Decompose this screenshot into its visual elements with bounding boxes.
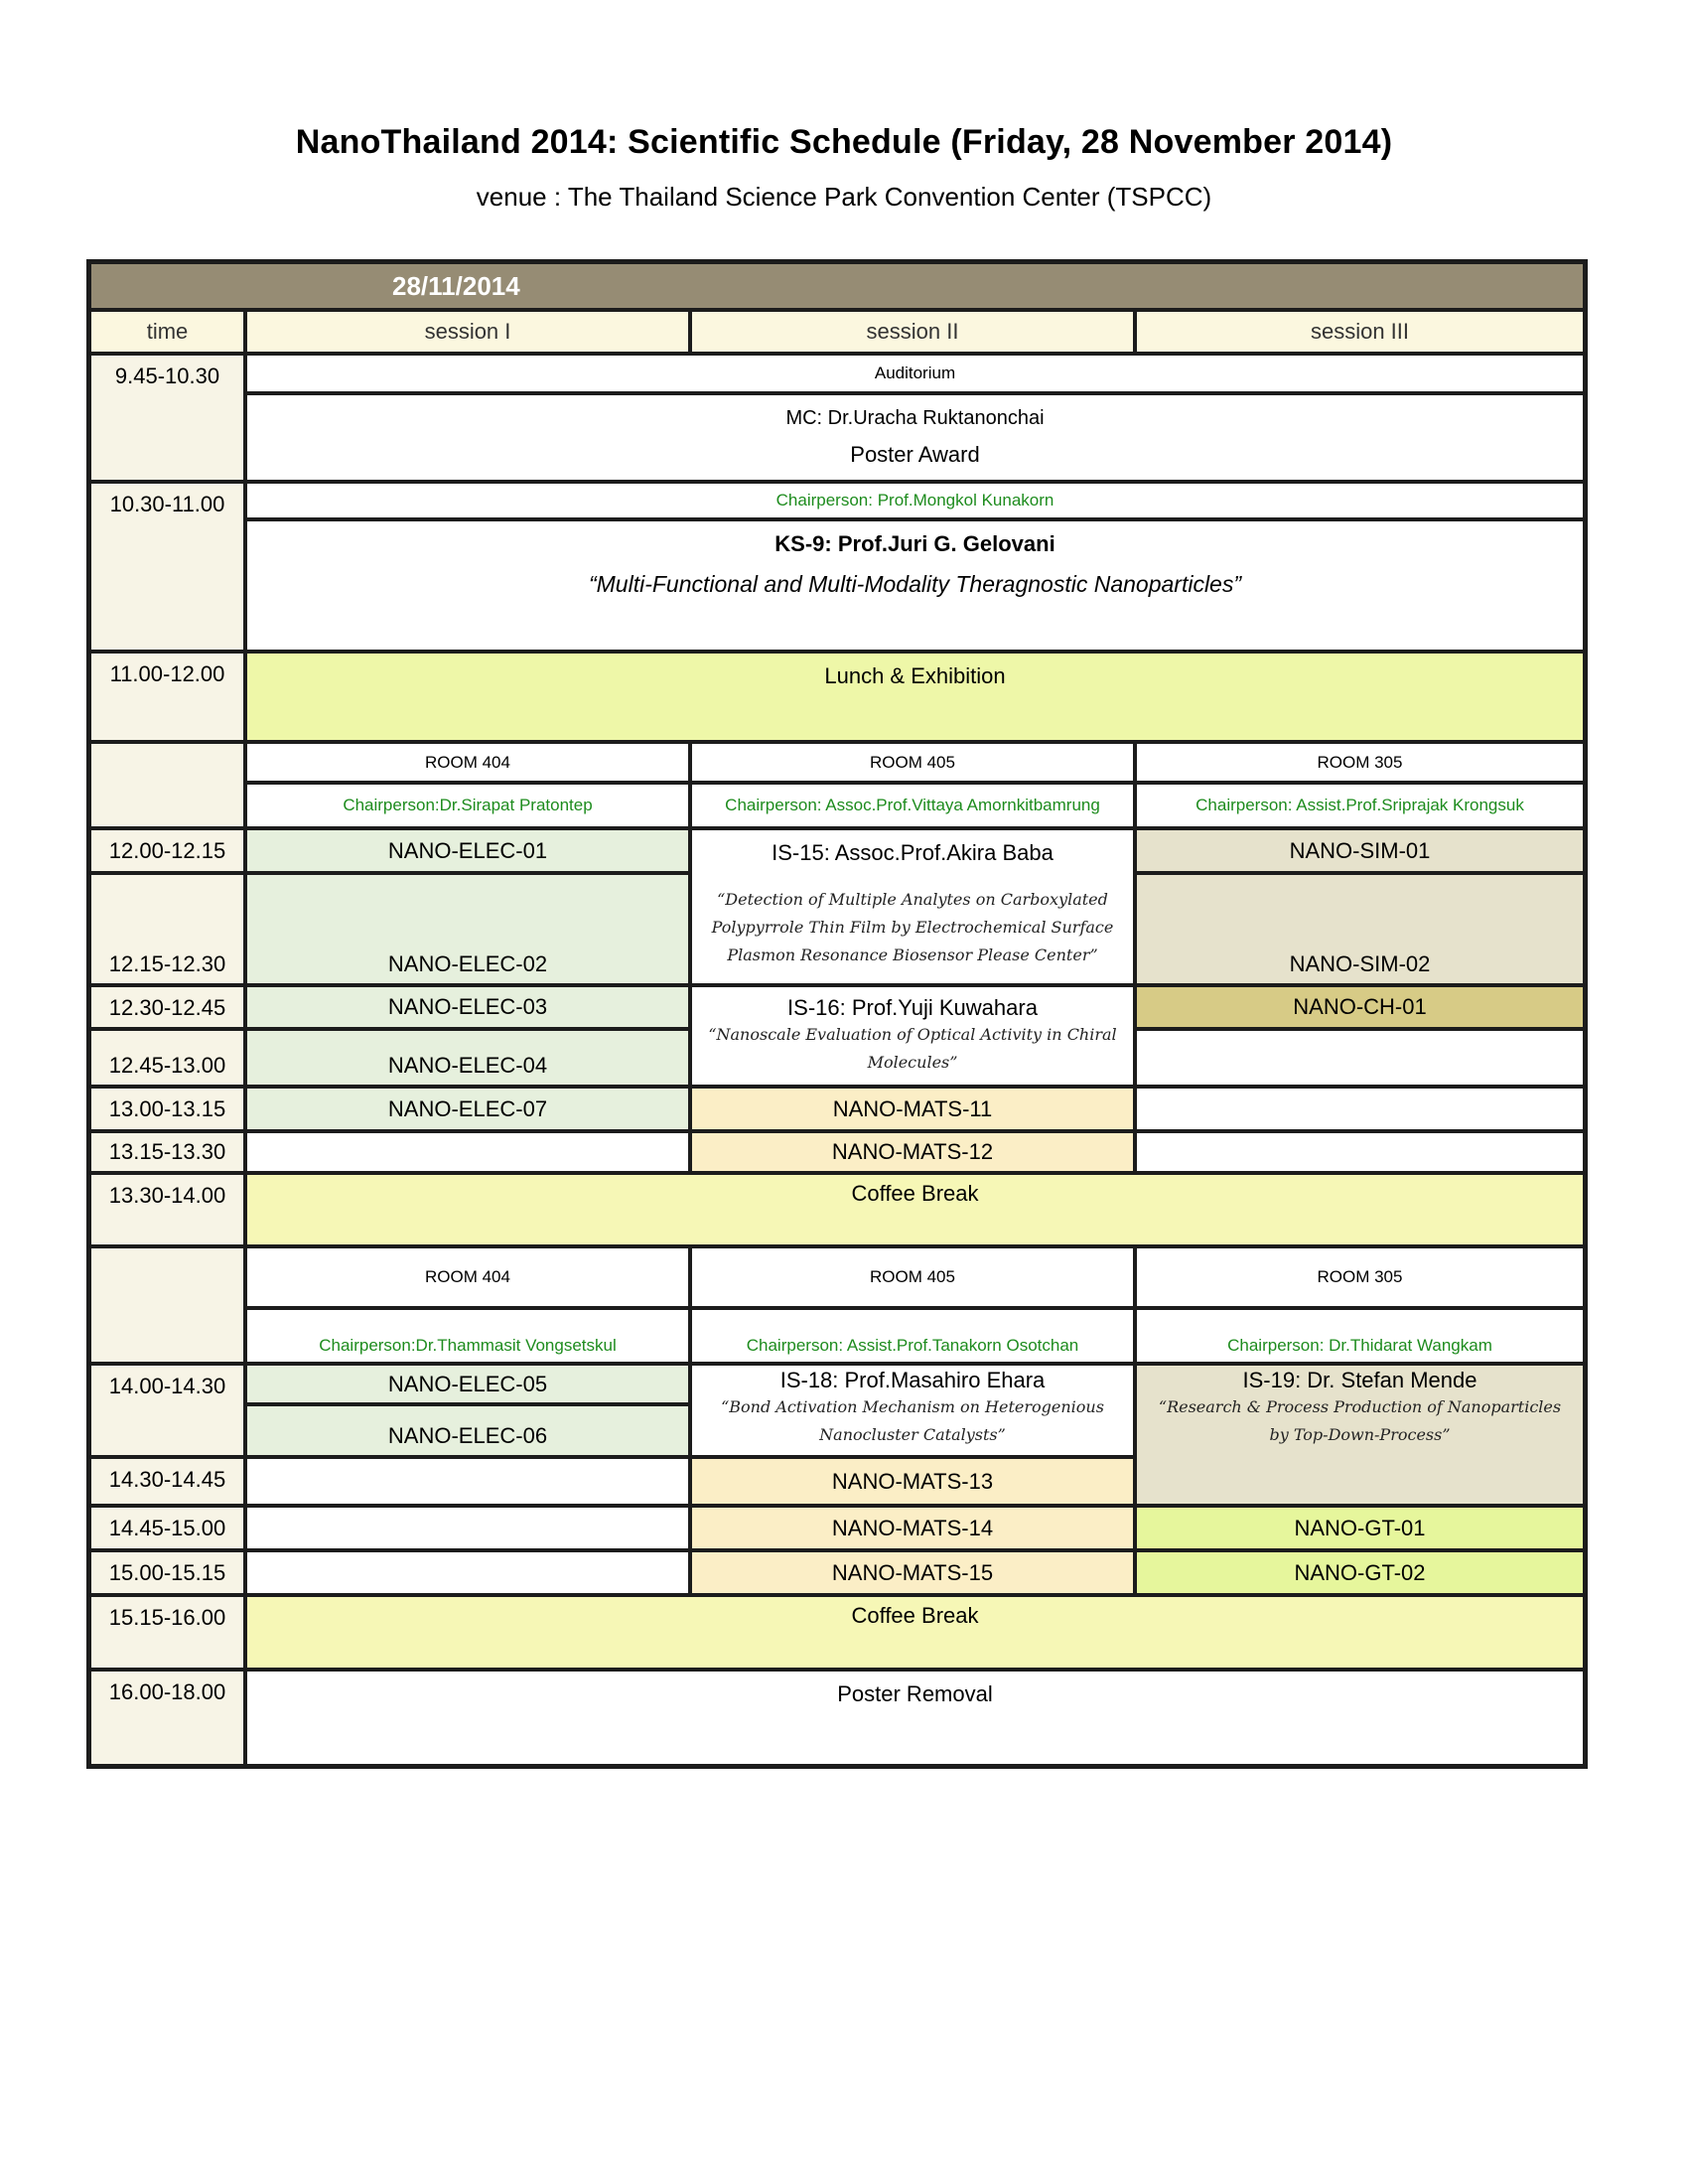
- room-label: ROOM 305: [1137, 744, 1583, 781]
- time-slot: 14.30-14.45: [91, 1459, 243, 1504]
- auditorium-label: Auditorium: [247, 356, 1583, 391]
- mc-name: MC: Dr.Uracha Ruktanonchai: [785, 407, 1045, 429]
- session-item: NANO-MATS-13: [692, 1459, 1133, 1504]
- session-item: NANO-CH-01: [1137, 987, 1583, 1027]
- time-slot: 13.15-13.30: [91, 1133, 243, 1171]
- header-session-1: session I: [247, 312, 688, 352]
- session-item: NANO-ELEC-06: [247, 1406, 688, 1455]
- schedule-table: [86, 259, 1588, 1769]
- time-slot: 13.00-13.15: [91, 1089, 243, 1129]
- poster-award: Poster Award: [850, 442, 980, 467]
- empty-cell: [247, 1133, 688, 1171]
- invited-talk-cell: [1137, 1366, 1583, 1504]
- page-title: NanoThailand 2014: Scientific Schedule (Friday, 28 November 2014): [295, 123, 1393, 161]
- talk-title: “Bond Activation Mechanism on Heterogenious Nanocluster Catalysts”: [721, 1397, 1104, 1444]
- room-label: ROOM 404: [247, 744, 688, 781]
- session-item: NANO-ELEC-02: [247, 875, 688, 983]
- invited-talk-cell: [692, 830, 1133, 983]
- empty-cell: [1137, 1031, 1583, 1085]
- empty-cell: [247, 1552, 688, 1593]
- date-header: 28/11/2014: [91, 264, 1583, 308]
- session-item: NANO-ELEC-07: [247, 1089, 688, 1129]
- room-label: ROOM 305: [1137, 1248, 1583, 1306]
- mc-poster-award-cell: [247, 395, 1583, 480]
- time-slot-empty: [91, 1248, 243, 1362]
- keynote-title: “Multi-Functional and Multi-Modality Theragnostic Nanoparticles”: [588, 571, 1242, 597]
- invited-speaker: IS-15: Assoc.Prof.Akira Baba: [772, 840, 1054, 865]
- chairperson: Chairperson: Assoc.Prof.Vittaya Amornkitbamrung: [692, 785, 1133, 826]
- invited-speaker: IS-18: Prof.Masahiro Ehara: [779, 1368, 1046, 1392]
- session-item: NANO-SIM-01: [1137, 830, 1583, 871]
- time-slot: 12.15-12.30: [91, 875, 243, 983]
- session-item: NANO-GT-02: [1137, 1552, 1583, 1593]
- talk-title: “Research & Process Production of Nanoparticles by Top-Down-Process”: [1158, 1397, 1562, 1444]
- time-slot: 12.45-13.00: [91, 1031, 243, 1085]
- time-slot-empty: [91, 744, 243, 826]
- session-item: NANO-MATS-12: [692, 1133, 1133, 1171]
- header-time: time: [91, 312, 243, 352]
- time-slot: 12.30-12.45: [91, 987, 243, 1027]
- room-label: ROOM 404: [247, 1248, 688, 1306]
- chairperson: Chairperson: Assist.Prof.Sriprajak Krongsuk: [1137, 785, 1583, 826]
- venue-line: venue : The Thailand Science Park Convention Center (TSPCC): [476, 182, 1212, 212]
- empty-cell: [1137, 1133, 1583, 1171]
- talk-title: “Detection of Multiple Analytes on Carboxylated Polypyrrole Thin Film by Electrochemical Surface Plasmon Resonance Biosensor Please Center”: [711, 890, 1114, 964]
- time-slot: 9.45-10.30: [91, 356, 243, 480]
- time-slot: 14.45-15.00: [91, 1508, 243, 1548]
- invited-talk-cell: [692, 987, 1133, 1085]
- chairperson: Chairperson: Assist.Prof.Tanakorn Osotchan: [692, 1310, 1133, 1362]
- header-session-2: session II: [692, 312, 1133, 352]
- header-session-3: session III: [1137, 312, 1583, 352]
- time-slot: 11.00-12.00: [91, 654, 243, 740]
- time-slot: 15.15-16.00: [91, 1597, 243, 1668]
- empty-cell: [247, 1459, 688, 1504]
- session-item: NANO-ELEC-01: [247, 830, 688, 871]
- keynote-cell: [247, 521, 1583, 650]
- talk-title: “Nanoscale Evaluation of Optical Activity in Chiral Molecules”: [708, 1025, 1117, 1072]
- chairperson: Chairperson:Dr.Thammasit Vongsetskul: [247, 1310, 688, 1362]
- time-slot: 14.00-14.30: [91, 1366, 243, 1455]
- session-item: NANO-ELEC-05: [247, 1366, 688, 1402]
- chairperson: Chairperson: Prof.Mongkol Kunakorn: [247, 484, 1583, 517]
- time-slot: 10.30-11.00: [91, 484, 243, 650]
- lunch-exhibition: Lunch & Exhibition: [247, 654, 1583, 740]
- time-slot: 15.00-15.15: [91, 1552, 243, 1593]
- room-label: ROOM 405: [692, 1248, 1133, 1306]
- session-item: NANO-ELEC-03: [247, 987, 688, 1027]
- invited-speaker: IS-19: Dr. Stefan Mende: [1242, 1368, 1477, 1392]
- session-item: NANO-MATS-14: [692, 1508, 1133, 1548]
- keynote-speaker: KS-9: Prof.Juri G. Gelovani: [774, 531, 1055, 556]
- session-item: NANO-SIM-02: [1137, 875, 1583, 983]
- time-slot: 12.00-12.15: [91, 830, 243, 871]
- session-item: NANO-ELEC-04: [247, 1031, 688, 1085]
- chairperson: Chairperson: Dr.Thidarat Wangkam: [1137, 1310, 1583, 1362]
- coffee-break: Coffee Break: [247, 1175, 1583, 1244]
- empty-cell: [247, 1508, 688, 1548]
- session-item: NANO-GT-01: [1137, 1508, 1583, 1548]
- time-slot: 13.30-14.00: [91, 1175, 243, 1244]
- invited-talk-cell: [692, 1366, 1133, 1455]
- invited-speaker: IS-16: Prof.Yuji Kuwahara: [787, 995, 1038, 1020]
- session-item: NANO-MATS-11: [692, 1089, 1133, 1129]
- coffee-break: Coffee Break: [247, 1597, 1583, 1668]
- poster-removal: Poster Removal: [247, 1672, 1583, 1764]
- chairperson: Chairperson:Dr.Sirapat Pratontep: [247, 785, 688, 826]
- empty-cell: [1137, 1089, 1583, 1129]
- session-item: NANO-MATS-15: [692, 1552, 1133, 1593]
- room-label: ROOM 405: [692, 744, 1133, 781]
- time-slot: 16.00-18.00: [91, 1672, 243, 1764]
